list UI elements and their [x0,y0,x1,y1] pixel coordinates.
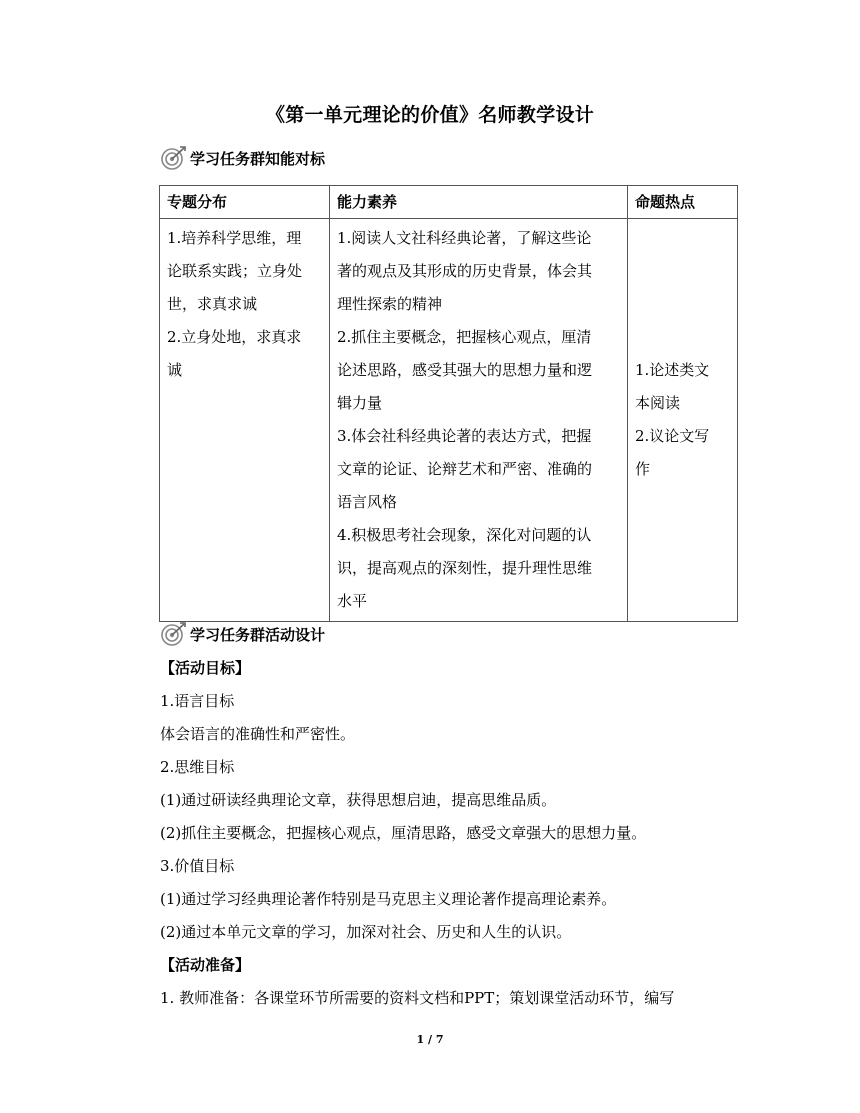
cell-line: 1.培养科学思维，理 [167,229,302,247]
section-heading-1-text: 学习任务群知能对标 [190,149,326,168]
paragraph-line: 2.思维目标 [160,758,235,776]
cell-line: 诚 [167,361,183,379]
paragraph-line: (1)通过学习经典理论著作特别是马克思主义理论著作提高理论素养。 [160,890,617,908]
cell-line: 论述思路，感受其强大的思想力量和逻 [337,361,593,379]
section-heading-2-text: 学习任务群活动设计 [190,625,326,644]
section-heading-2 [160,621,325,647]
cell-line: 世，求真求诚 [167,295,258,313]
competency-table [159,185,738,622]
cell-line: 1.论述类文 [635,361,710,379]
target-icon [160,145,188,171]
cell-line: 水平 [337,592,368,610]
cell-line: 4.积极思考社会现象，深化对问题的认 [337,526,592,544]
cell-line: 识，提高观点的深刻性，提升理性思维 [337,559,593,577]
cell-topic [160,219,330,622]
section-heading-1 [160,145,325,171]
paragraph-line: (2)通过本单元文章的学习，加深对社会、历史和人生的认识。 [160,923,572,941]
cell-ability [330,219,628,622]
cell-line: 论联系实践；立身处 [167,262,303,280]
header-topic: 专题分布 [160,186,330,219]
cell-line: 3.体会社科经典论著的表达方式，把握 [337,427,592,445]
cell-line: 理性探索的精神 [337,295,443,313]
paragraph-line: (1)通过研读经典理论文章，获得思想启迪，提高思维品质。 [160,791,557,809]
activity-prep-heading: 【活动准备】 [160,956,251,974]
cell-line: 作 [635,460,651,478]
cell-line: 著的观点及其形成的历史背景，体会其 [337,262,593,280]
cell-line: 本阅读 [635,394,681,412]
header-hotspot: 命题热点 [628,186,738,219]
cell-line: 文章的论证、论辩艺术和严密、准确的 [337,460,593,478]
cell-line: 2.抓住主要概念，把握核心观点，厘清 [337,328,592,346]
activity-goal-heading: 【活动目标】 [160,659,251,677]
paragraph-line: 1. 教师准备：各课堂环节所需要的资料文档和PPT；策划课堂活动环节，编写 [160,989,675,1007]
cell-line: 2.立身处地，求真求 [167,328,302,346]
cell-line: 1.阅读人文社科经典论著，了解这些论 [337,229,592,247]
paragraph-line: 体会语言的准确性和严密性。 [160,725,356,743]
target-icon [160,621,188,647]
paragraph-line: (2)抓住主要概念，把握核心观点，厘清思路，感受文章强大的思想力量。 [160,824,647,842]
page-number: 1 / 7 [416,1033,444,1046]
paragraph-line: 3.价值目标 [160,857,235,875]
cell-line: 语言风格 [337,493,398,511]
header-ability: 能力素养 [330,186,628,219]
activity-section [160,652,750,1015]
table-header-row [160,186,738,219]
cell-line: 辑力量 [337,394,383,412]
paragraph-line: 1.语言目标 [160,692,235,710]
document-title: 《第一单元理论的价值》名师教学设计 [265,104,595,126]
cell-hotspot [628,219,738,622]
table-row [160,219,738,622]
cell-line: 2.议论文写 [635,427,710,445]
